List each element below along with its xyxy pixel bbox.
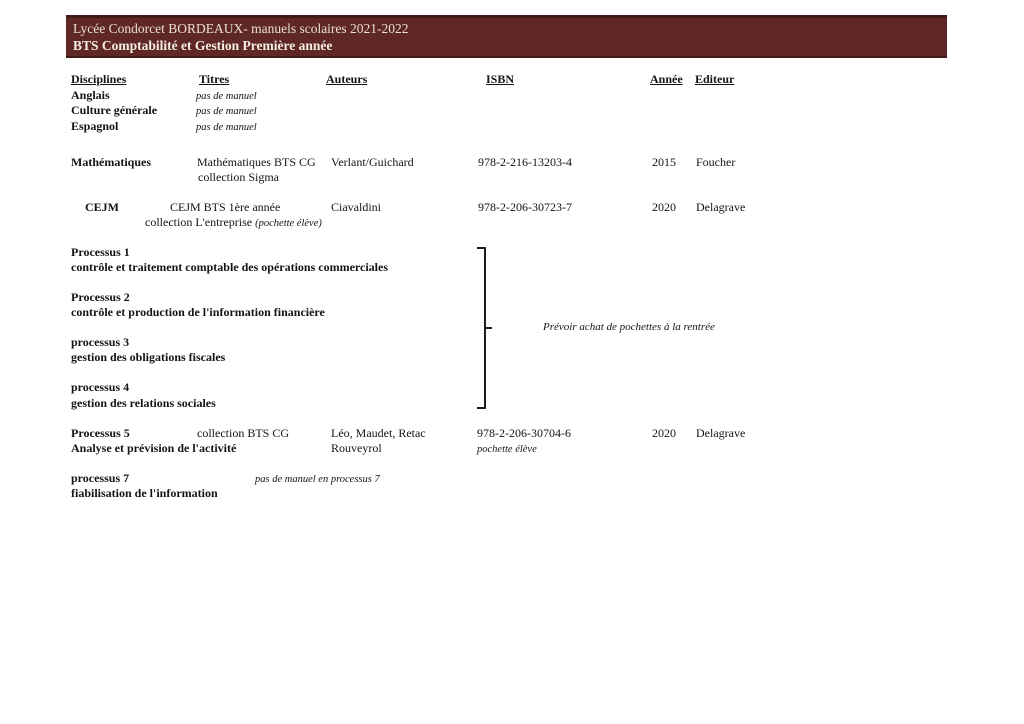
year-cell: 2020 <box>652 426 676 440</box>
title-cell: collection BTS CG <box>197 426 289 440</box>
processus-desc: gestion des obligations fiscales <box>71 350 226 364</box>
grouping-bracket-tick <box>485 327 492 329</box>
year-cell: 2020 <box>652 200 676 214</box>
processus-name: Processus 5 <box>71 426 130 440</box>
processus-desc: contrôle et production de l'information financière <box>71 305 325 319</box>
note-cell: pas de manuel en processus 7 <box>255 474 380 485</box>
discipline-cell: Mathématiques <box>71 155 151 169</box>
title-cell: CEJM BTS 1ère année <box>170 200 281 214</box>
column-header-editeur: Editeur <box>695 72 735 86</box>
isbn-cell: 978-2-216-13203-4 <box>478 155 572 169</box>
isbn-note: pochette élève <box>477 444 537 455</box>
note-cell: pas de manuel <box>196 106 257 117</box>
column-header-titres: Titres <box>199 72 230 86</box>
discipline-cell: Anglais <box>71 88 110 102</box>
banner-subtitle: BTS Comptabilité et Gestion Première année <box>73 38 333 53</box>
isbn-cell: 978-2-206-30723-7 <box>478 200 572 214</box>
bracket-note: Prévoir achat de pochettes à la rentrée <box>543 321 715 333</box>
authors-cell: Léo, Maudet, Retac <box>331 426 426 440</box>
discipline-cell: Culture générale <box>71 103 158 117</box>
processus-name: processus 3 <box>71 335 130 349</box>
processus-name: Processus 1 <box>71 245 130 259</box>
column-header-isbn: ISBN <box>486 72 515 86</box>
title-italic-note: (pochette élève) <box>255 218 322 229</box>
title-cell <box>145 216 322 230</box>
authors-cell: Rouveyrol <box>331 441 382 455</box>
publisher-cell: Delagrave <box>696 426 746 440</box>
processus-desc: gestion des relations sociales <box>71 396 216 410</box>
authors-cell: Ciavaldini <box>331 200 381 214</box>
title-text: collection L'entreprise <box>145 215 256 229</box>
publisher-cell: Foucher <box>696 155 736 169</box>
title-cell: Mathématiques BTS CG <box>197 155 316 169</box>
authors-cell: Verlant/Guichard <box>331 155 414 169</box>
column-header-auteurs: Auteurs <box>326 72 368 86</box>
publisher-cell: Delagrave <box>696 200 746 214</box>
discipline-cell: CEJM <box>85 200 119 214</box>
processus-name: processus 4 <box>71 380 130 394</box>
column-header-disciplines: Disciplines <box>71 72 127 86</box>
note-cell: pas de manuel <box>196 122 257 133</box>
processus-name: Processus 2 <box>71 290 130 304</box>
processus-desc: Analyse et prévision de l'activité <box>71 441 237 455</box>
processus-desc: fiabilisation de l'information <box>71 486 218 500</box>
title-cell: collection Sigma <box>198 170 279 184</box>
column-header-annee: Année <box>650 72 683 86</box>
discipline-cell: Espagnol <box>71 119 119 133</box>
processus-desc: contrôle et traitement comptable des opérations commerciales <box>71 260 389 274</box>
isbn-cell: 978-2-206-30704-6 <box>477 426 571 440</box>
header-banner <box>66 15 947 58</box>
processus-name: processus 7 <box>71 471 130 485</box>
note-cell: pas de manuel <box>196 91 257 102</box>
banner-title: Lycée Condorcet BORDEAUX- manuels scolaires 2021-2022 <box>73 21 409 36</box>
year-cell: 2015 <box>652 155 676 169</box>
